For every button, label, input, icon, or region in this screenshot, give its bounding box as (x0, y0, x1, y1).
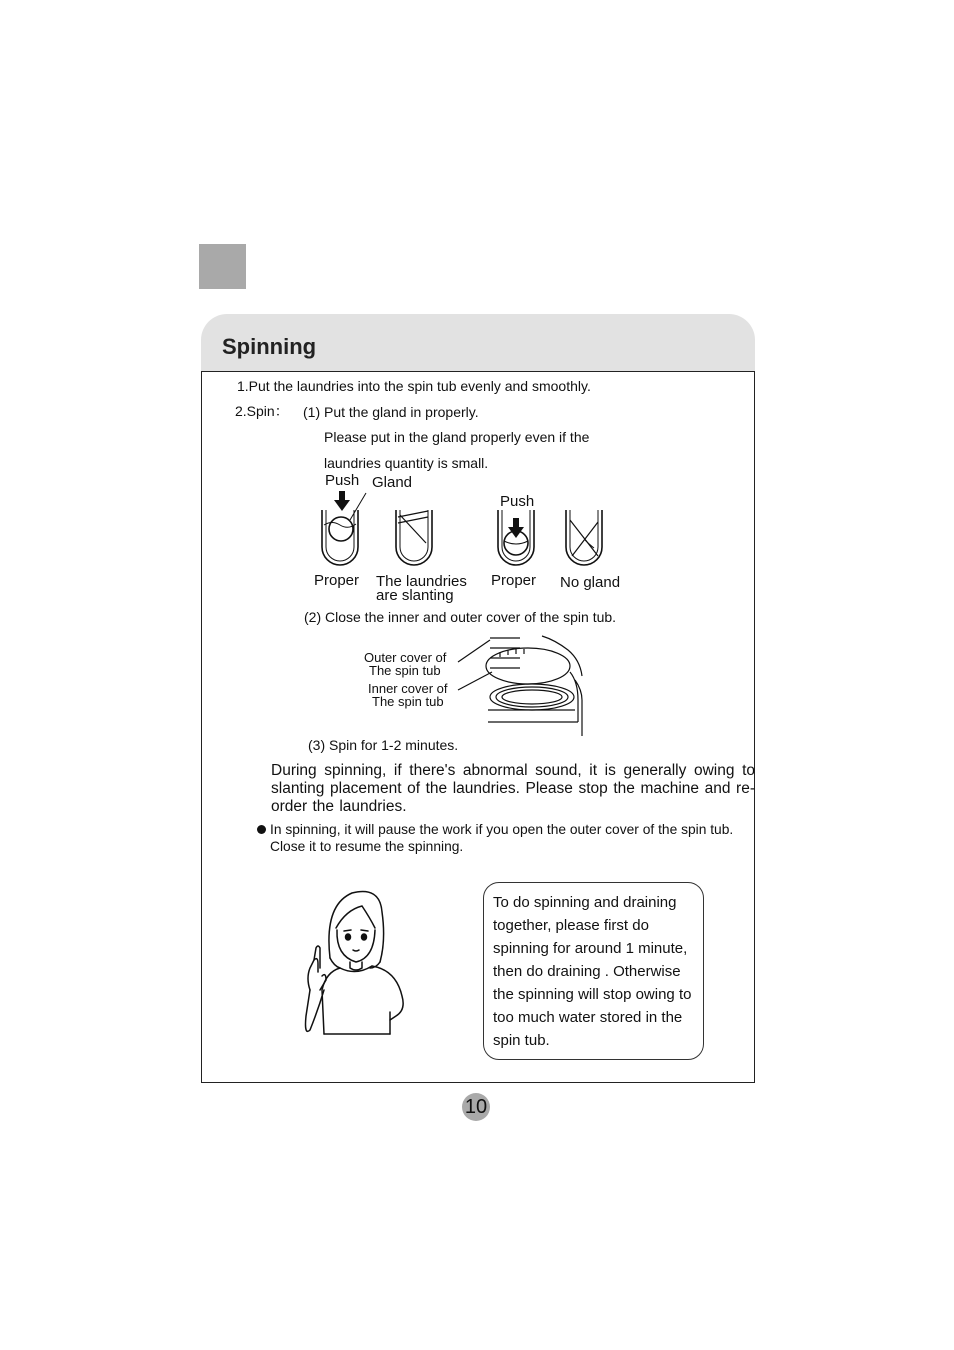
gland-label: Gland (372, 474, 413, 491)
substep-1-line-2: laundries quantity is small. (324, 455, 489, 471)
step-2-label: 2.Spin： (235, 403, 289, 419)
warning-paragraph: During spinning, if there's abnormal sound, it is generally owing to slanting placement of the laundries. Please stop the machine and re-order the laundries. (271, 762, 755, 815)
caption-no-gland: No gland (560, 574, 621, 591)
substep-1-title: (1) Put the gland in properly. (303, 404, 479, 420)
caption-proper-2: Proper (491, 572, 537, 589)
inner-cover-label-line-2: The spin tub (372, 694, 444, 709)
inner-cover-label-line-1: Inner cover of (368, 681, 448, 696)
substep-1-line-1: Please put in the gland properly even if the (324, 429, 590, 445)
outer-cover-label-line-2: The spin tub (369, 663, 441, 678)
bullet-note: In spinning, it will pause the work if you open the outer cover of the spin tub. Close it to resume the spinning. (270, 822, 734, 854)
tip-text: To do spinning and draining together, please first do spinning for around 1 minute, then do draining . Otherwise the spinning will stop owing to too much water stored in the spin tub. (493, 894, 692, 1049)
page-number: 10 (462, 1093, 490, 1121)
caption-slanting-line-2: are slanting (376, 587, 454, 604)
step-1-text: 1.Put the laundries into the spin tub evenly and smoothly. (237, 378, 591, 394)
page-title: Spinning (222, 334, 317, 359)
push-label-1: Push (325, 472, 360, 489)
caption-proper-1: Proper (314, 572, 360, 589)
push-label-2: Push (500, 493, 535, 510)
substep-3-title: (3) Spin for 1-2 minutes. (308, 737, 459, 753)
substep-2-title: (2) Close the inner and outer cover of the spin tub. (304, 609, 617, 625)
caption-slanting-line-1: The laundries (376, 573, 467, 590)
outer-cover-label-line-1: Outer cover of (364, 650, 447, 665)
